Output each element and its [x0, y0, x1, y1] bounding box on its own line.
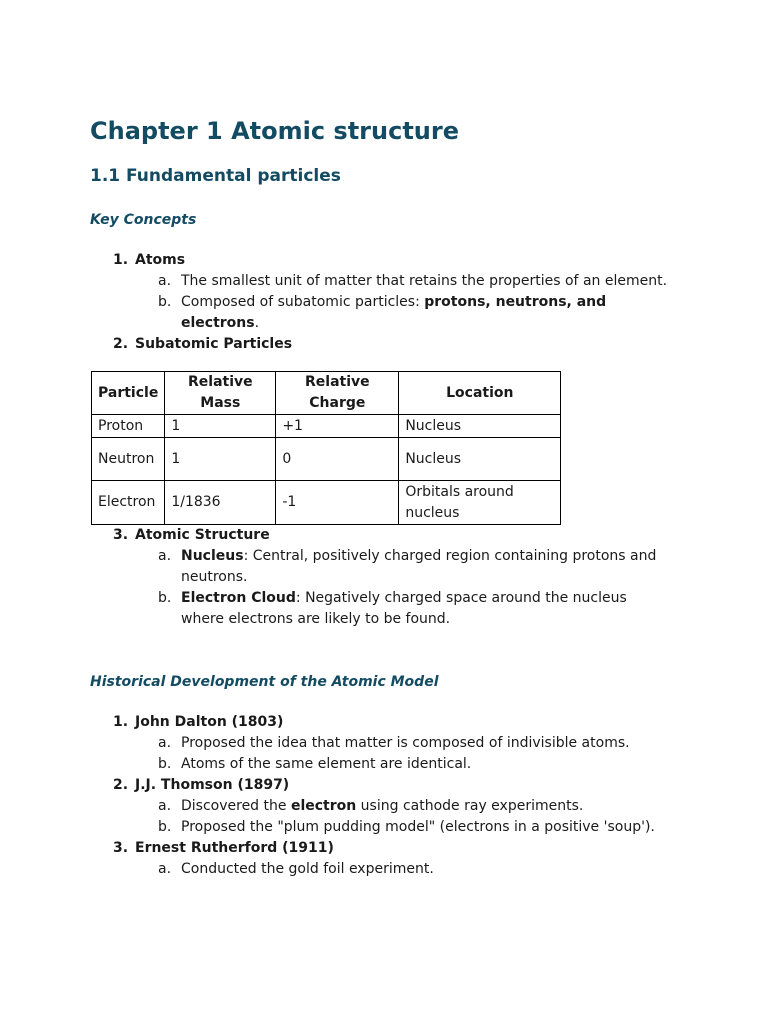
sub-list-marker: b. — [158, 819, 172, 835]
list-item-label: Atomic Structure — [135, 527, 270, 543]
table-header-cell: Relative Charge — [276, 372, 399, 415]
list-item-label: J.J. Thomson (1897) — [135, 777, 290, 793]
list-item-label: Atoms — [135, 252, 186, 268]
list-item-label: Ernest Rutherford (1911) — [135, 840, 334, 856]
table-cell: 1 — [165, 438, 276, 481]
sub-list-marker: b. — [158, 590, 172, 606]
sub-list-marker: a. — [158, 735, 172, 751]
sub-list-text: Atoms of the same element are identical. — [181, 756, 472, 772]
sub-list — [90, 859, 690, 880]
sub-list-item — [90, 292, 690, 334]
bold-text: electron — [290, 798, 357, 814]
sub-list-item — [90, 733, 690, 754]
list-item — [90, 334, 690, 355]
text-run: : Negatively charged space around the nucleus where electrons are likely to be found. — [181, 590, 627, 627]
table-header-cell: Location — [399, 372, 561, 415]
table-cell: Electron — [92, 481, 165, 525]
table-cell: 0 — [276, 438, 399, 481]
list-number: 2. — [113, 777, 129, 793]
text-run: : Central, positively charged region containing protons and neutrons. — [181, 548, 657, 585]
bold-text: Nucleus — [181, 548, 244, 564]
list-item — [90, 712, 690, 775]
sub-list-item — [90, 859, 690, 880]
text-run: using cathode ray experiments. — [356, 798, 584, 814]
sub-list-text — [181, 292, 671, 334]
sub-list-text: The smallest unit of matter that retains the properties of an element. — [181, 273, 668, 289]
text-run: . — [254, 315, 260, 331]
sub-list — [90, 546, 690, 630]
list-number: 1. — [113, 714, 129, 730]
sub-list-item — [90, 796, 690, 817]
key-concepts-list — [90, 250, 690, 355]
list-item — [90, 525, 690, 630]
list-item — [90, 250, 690, 334]
key-concepts-heading: Key Concepts — [90, 212, 197, 228]
list-number: 3. — [113, 527, 129, 543]
history-heading: Historical Development of the Atomic Model — [90, 674, 439, 690]
sub-list-marker: a. — [158, 273, 172, 289]
sub-list-marker: b. — [158, 756, 172, 772]
sub-list-text: Proposed the "plum pudding model" (electrons in a positive 'soup'). — [181, 819, 655, 835]
table-header-cell: Relative Mass — [165, 372, 276, 415]
list-item-label: Subatomic Particles — [135, 336, 293, 352]
table-cell: Neutron — [92, 438, 165, 481]
sub-list-text — [181, 588, 671, 630]
sub-list-item — [90, 271, 690, 292]
text-run: Discovered the — [181, 798, 291, 814]
sub-list-item — [90, 754, 690, 775]
sub-list-text: Proposed the idea that matter is composed of indivisible atoms. — [181, 735, 630, 751]
list-item-label: John Dalton (1803) — [135, 714, 284, 730]
sub-list — [90, 271, 690, 334]
chapter-title: Chapter 1 Atomic structure — [90, 117, 459, 145]
sub-list-item — [90, 817, 690, 838]
table-cell: Orbitals around nucleus — [399, 481, 561, 525]
sub-list-text — [181, 546, 671, 588]
sub-list-item — [90, 546, 690, 588]
table-row — [92, 481, 561, 525]
table-cell: 1/1836 — [165, 481, 276, 525]
particles-table — [91, 371, 561, 525]
sub-list-text — [181, 796, 671, 817]
list-number: 1. — [113, 252, 129, 268]
history-list — [90, 712, 690, 880]
text-run: Composed of subatomic particles: — [181, 294, 425, 310]
table-cell: 1 — [165, 415, 276, 438]
sub-list — [90, 733, 690, 775]
atomic-structure-list — [90, 525, 690, 630]
table-cell: Proton — [92, 415, 165, 438]
sub-list-item — [90, 588, 690, 630]
sub-list-marker: a. — [158, 798, 172, 814]
sub-list — [90, 796, 690, 838]
list-number: 2. — [113, 336, 129, 352]
table-cell: Nucleus — [399, 415, 561, 438]
sub-list-marker: a. — [158, 548, 172, 564]
table-row — [92, 438, 561, 481]
table-row — [92, 415, 561, 438]
table-header-cell: Particle — [92, 372, 165, 415]
table-cell: +1 — [276, 415, 399, 438]
table-cell: Nucleus — [399, 438, 561, 481]
bold-text: protons, neutrons, and electrons — [181, 294, 607, 331]
table-header-row — [92, 372, 561, 415]
list-item — [90, 775, 690, 838]
sub-list-marker: a. — [158, 861, 172, 877]
table-cell: -1 — [276, 481, 399, 525]
list-item — [90, 838, 690, 880]
list-number: 3. — [113, 840, 129, 856]
document-page — [90, 110, 690, 880]
bold-text: Electron Cloud — [181, 590, 296, 606]
sub-list-marker: b. — [158, 294, 172, 310]
section-title: 1.1 Fundamental particles — [90, 166, 341, 186]
sub-list-text: Conducted the gold foil experiment. — [181, 861, 434, 877]
